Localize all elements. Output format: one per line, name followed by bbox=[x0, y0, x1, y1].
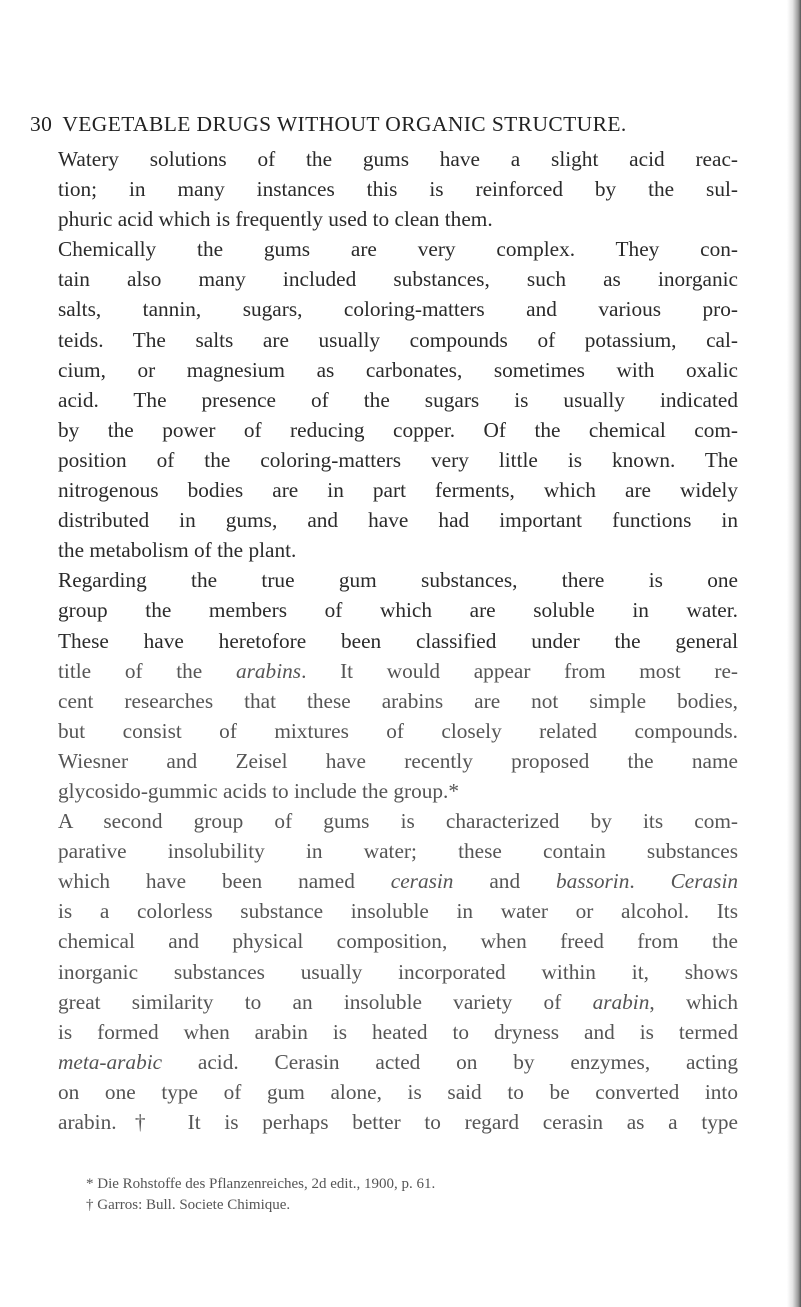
text-line: group the members of which are soluble in water. bbox=[58, 598, 738, 623]
text-line: distributed in gums, and have had important functions in bbox=[58, 508, 738, 533]
footnotes bbox=[86, 1174, 726, 1216]
text-segment: . It would appear from most re- bbox=[301, 658, 738, 683]
text-line: phuric acid which is frequently used to clean them. bbox=[58, 207, 493, 232]
running-head bbox=[30, 112, 750, 137]
text-segment: great similarity to an insoluble variety of bbox=[58, 989, 562, 1014]
italic-term-cerasin-start: Cerasin bbox=[670, 869, 739, 894]
text-line: glycosido-gummic acids to include the group.* bbox=[58, 778, 460, 803]
text-line bbox=[58, 1047, 738, 1077]
text-line: Watery solutions of the gums have a slight acid reac- bbox=[58, 147, 738, 171]
text-line: inorganic substances usually incorporated within it, shows bbox=[58, 959, 738, 984]
text-line: tain also many included substances, such as inorganic bbox=[58, 267, 738, 292]
text-line: the metabolism of the plant. bbox=[58, 538, 297, 563]
text-line: but consist of mixtures of closely related compounds. bbox=[58, 718, 738, 743]
text-line: is a colorless substance insoluble in water or alcohol. Its bbox=[58, 899, 738, 924]
text-line: cent researches that these arabins are not simple bodies, bbox=[58, 688, 738, 713]
text-line bbox=[58, 987, 738, 1017]
text-segment: and bbox=[489, 869, 521, 894]
running-title: VEGETABLE DRUGS WITHOUT ORGANIC STRUCTURE. bbox=[62, 112, 627, 136]
italic-term-meta-arabic: meta-arabic bbox=[58, 1049, 163, 1074]
text-segment: title of the bbox=[58, 658, 203, 683]
text-segment: which have been named bbox=[58, 869, 355, 894]
text-line: is formed when arabin is heated to dryness and is termed bbox=[58, 1019, 738, 1044]
text-line: Chemically the gums are very complex. They con- bbox=[58, 237, 738, 262]
text-line: by the power of reducing copper. Of the chemical com- bbox=[58, 417, 738, 442]
text-line: arabin.† It is perhaps better to regard cerasin as a type bbox=[58, 1110, 738, 1134]
text-line: A second group of gums is characterized by its com- bbox=[58, 809, 738, 834]
text-line: salts, tannin, sugars, coloring-matters and various pro- bbox=[58, 297, 738, 322]
page-number: 30 bbox=[30, 112, 53, 136]
text-segment: . bbox=[629, 869, 635, 894]
italic-term-bassorin: bassorin bbox=[555, 869, 630, 894]
text-line: acid. The presence of the sugars is usually indicated bbox=[58, 387, 738, 412]
text-segment: , which bbox=[649, 989, 738, 1014]
text-line: chemical and physical composition, when freed from the bbox=[58, 929, 738, 954]
text-line bbox=[58, 866, 738, 896]
text-line: These have heretofore been classified under the general bbox=[58, 628, 738, 653]
body-text bbox=[58, 144, 738, 1137]
text-line: on one type of gum alone, is said to be converted into bbox=[58, 1079, 738, 1104]
text-line: parative insolubility in water; these contain substances bbox=[58, 839, 738, 864]
footnote-1: * Die Rohstoffe des Pflanzenreiches, 2d edit., 1900, p. 61. bbox=[86, 1176, 436, 1192]
text-line: teids. The salts are usually compounds of potassium, cal- bbox=[58, 327, 738, 352]
text-line: tion; in many instances this is reinforced by the sul- bbox=[58, 177, 738, 202]
text-line: nitrogenous bodies are in part ferments, which are widely bbox=[58, 478, 738, 503]
text-line bbox=[58, 656, 738, 686]
italic-term-cerasin: cerasin bbox=[390, 869, 454, 894]
page-edge-shadow bbox=[787, 0, 801, 1307]
text-line: position of the coloring-matters very little is known. The bbox=[58, 447, 738, 472]
text-segment: acid. Cerasin acted on by enzymes, acting bbox=[197, 1049, 738, 1074]
text-line: Regarding the true gum substances, there is one bbox=[58, 568, 738, 593]
footnote-2: † Garros: Bull. Societe Chimique. bbox=[86, 1197, 291, 1213]
italic-term-arabin: arabin bbox=[592, 989, 650, 1014]
italic-term-arabins: arabins bbox=[235, 658, 302, 683]
text-line: cium, or magnesium as carbonates, sometimes with oxalic bbox=[58, 357, 738, 382]
text-line: Wiesner and Zeisel have recently proposed the name bbox=[58, 748, 738, 773]
